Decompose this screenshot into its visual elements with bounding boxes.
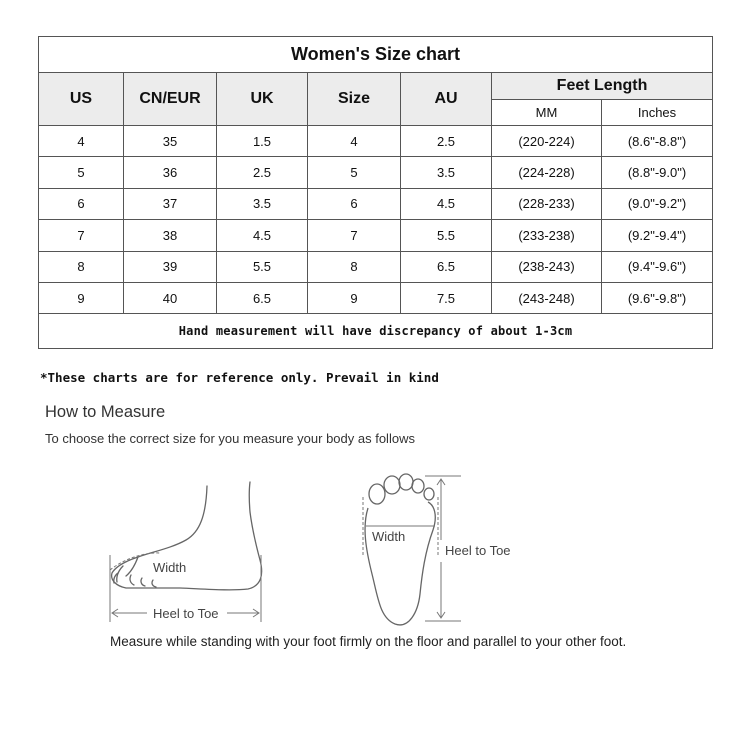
cell-mm: (243-248): [492, 282, 602, 313]
disclaimer-text: *These charts are for reference only. Prevail in kind: [40, 370, 439, 385]
header-cn-eur: CN/EUR: [124, 73, 217, 126]
measurement-note: Hand measurement will have discrepancy of about 1-3cm: [39, 314, 713, 349]
cell-size: 5: [308, 157, 401, 188]
cell-mm: (224-228): [492, 157, 602, 188]
side-width-label: Width: [153, 560, 187, 575]
cell-uk: 4.5: [217, 220, 308, 251]
cell-au: 6.5: [401, 251, 492, 282]
cell-au: 2.5: [401, 126, 492, 157]
how-to-measure-subtitle: To choose the correct size for you measure your body as follows: [45, 431, 415, 446]
cell-us: 4: [39, 126, 124, 157]
header-inches: Inches: [602, 100, 713, 126]
cell-uk: 1.5: [217, 126, 308, 157]
cell-au: 4.5: [401, 188, 492, 219]
cell-uk: 5.5: [217, 251, 308, 282]
cell-us: 9: [39, 282, 124, 313]
cell-us: 7: [39, 220, 124, 251]
cell-us: 8: [39, 251, 124, 282]
table-title: Women's Size chart: [39, 37, 713, 73]
cell-inches: (9.6"-9.8"): [602, 282, 713, 313]
cell-cn-eur: 35: [124, 126, 217, 157]
cell-cn-eur: 36: [124, 157, 217, 188]
header-au: AU: [401, 73, 492, 126]
header-us: US: [39, 73, 124, 126]
sole-width-label: Width: [372, 529, 406, 544]
sole-foot-icon: [365, 474, 435, 625]
how-to-measure-title: How to Measure: [45, 403, 166, 421]
header-size: Size: [308, 73, 401, 126]
cell-size: 9: [308, 282, 401, 313]
header-uk: UK: [217, 73, 308, 126]
cell-us: 6: [39, 188, 124, 219]
cell-size: 6: [308, 188, 401, 219]
cell-cn-eur: 39: [124, 251, 217, 282]
cell-mm: (228-233): [492, 188, 602, 219]
cell-au: 3.5: [401, 157, 492, 188]
cell-mm: (238-243): [492, 251, 602, 282]
sole-length-label: Heel to Toe: [445, 543, 511, 558]
cell-au: 7.5: [401, 282, 492, 313]
header-feet-length: Feet Length: [492, 73, 713, 100]
cell-cn-eur: 40: [124, 282, 217, 313]
cell-us: 5: [39, 157, 124, 188]
cell-size: 7: [308, 220, 401, 251]
cell-uk: 2.5: [217, 157, 308, 188]
cell-mm: (220-224): [492, 126, 602, 157]
measure-instruction: Measure while standing with your foot firmly on the floor and parallel to your other foot.: [110, 634, 627, 649]
cell-size: 8: [308, 251, 401, 282]
cell-cn-eur: 38: [124, 220, 217, 251]
cell-size: 4: [308, 126, 401, 157]
cell-inches: (9.0"-9.2"): [602, 188, 713, 219]
cell-uk: 6.5: [217, 282, 308, 313]
cell-au: 5.5: [401, 220, 492, 251]
cell-uk: 3.5: [217, 188, 308, 219]
cell-cn-eur: 37: [124, 188, 217, 219]
cell-inches: (9.4"-9.6"): [602, 251, 713, 282]
cell-inches: (9.2"-9.4"): [602, 220, 713, 251]
side-length-label: Heel to Toe: [153, 606, 219, 621]
cell-mm: (233-238): [492, 220, 602, 251]
side-foot-icon: [112, 482, 262, 590]
header-mm: MM: [492, 100, 602, 126]
cell-inches: (8.8"-9.0"): [602, 157, 713, 188]
cell-inches: (8.6"-8.8"): [602, 126, 713, 157]
